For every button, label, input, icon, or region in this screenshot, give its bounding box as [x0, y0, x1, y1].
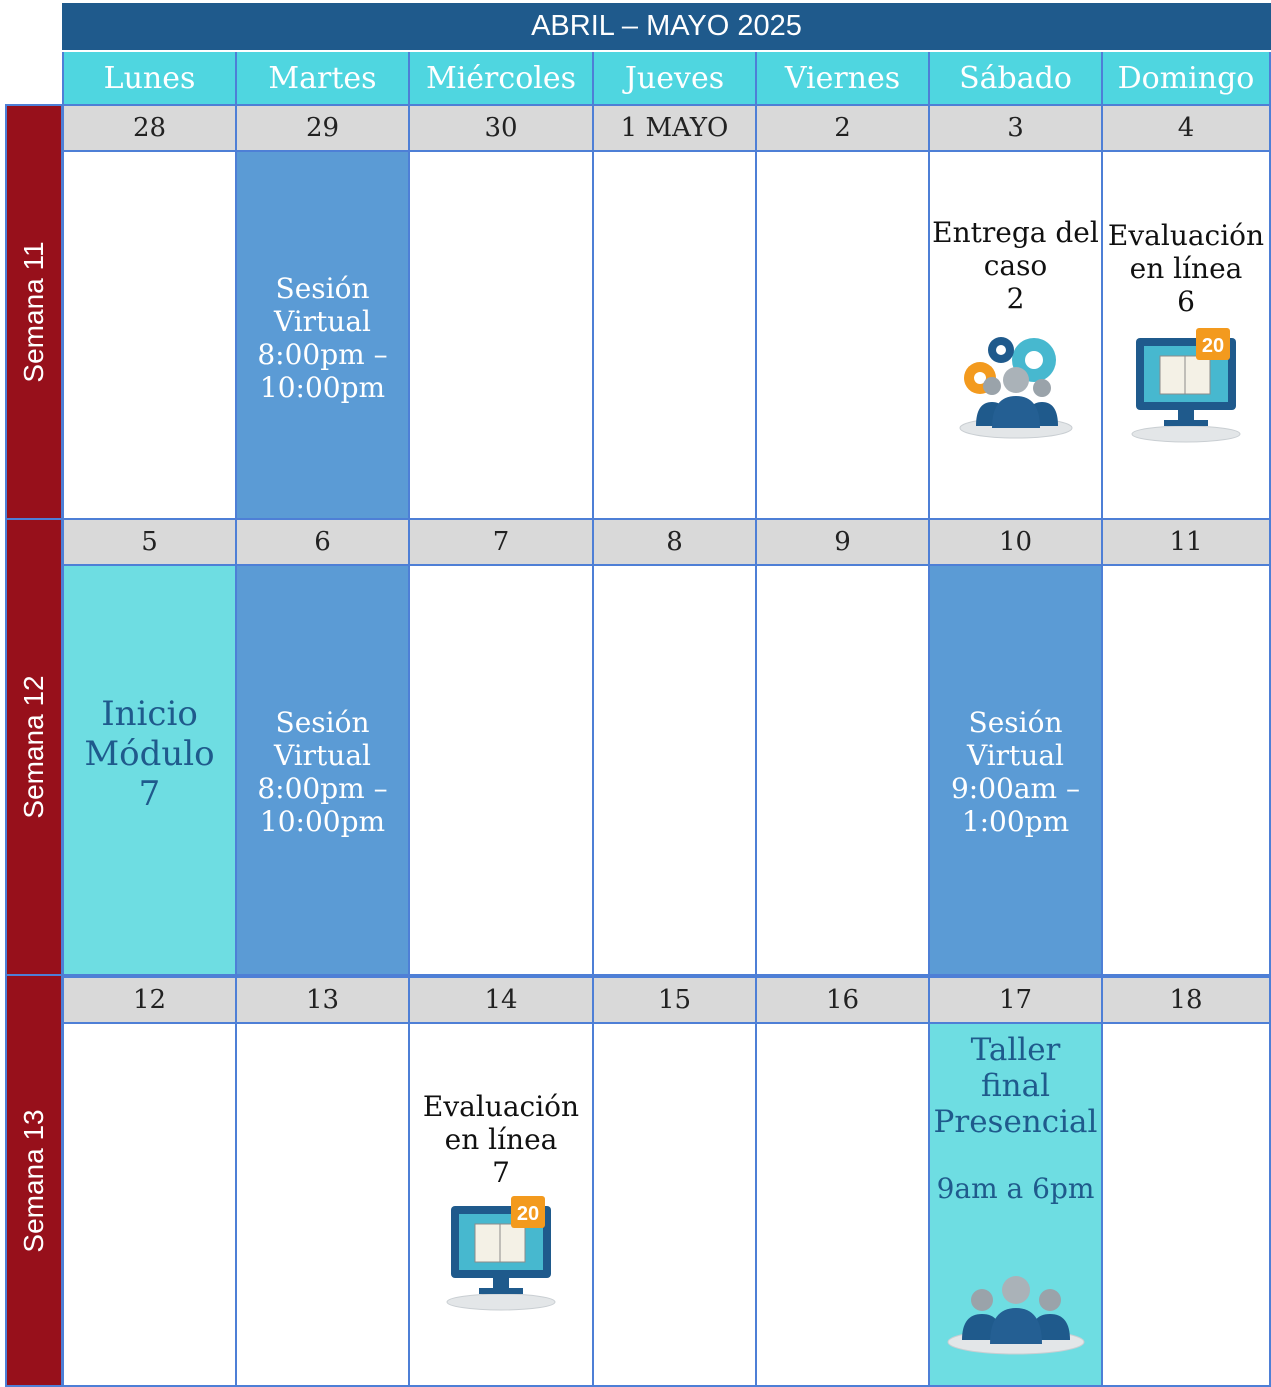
day-cell-virtual-session[interactable]: [235, 564, 410, 976]
event-line: 7: [138, 774, 161, 814]
day-cell-virtual-session[interactable]: [235, 150, 410, 520]
day-cell[interactable]: [235, 1022, 410, 1387]
event-line: final: [980, 1068, 1051, 1104]
event-line: Inicio: [101, 694, 198, 734]
event-line: Módulo: [84, 734, 215, 774]
day-header-jueves: Jueves: [592, 52, 757, 104]
event-line: Evaluación: [1107, 219, 1265, 252]
day-cell[interactable]: [592, 1022, 757, 1387]
event-line: Presencial: [933, 1104, 1098, 1140]
week-label-12-text: Semana 12: [18, 675, 49, 819]
date-cell: 18: [1101, 976, 1271, 1024]
day-cell-virtual-session[interactable]: [928, 564, 1103, 976]
event-line: 9:00am –: [950, 772, 1081, 805]
week-label-13: [5, 974, 63, 1387]
day-header-miercoles: Miércoles: [408, 52, 594, 104]
day-cell-final-workshop[interactable]: [928, 1022, 1103, 1387]
calendar-title: ABRIL – MAYO 2025: [62, 3, 1271, 50]
event-line: 2: [1006, 282, 1025, 315]
date-cell: 15: [592, 976, 757, 1024]
event-line: Virtual: [273, 305, 371, 338]
event-line: Sesión: [275, 272, 370, 305]
week-label-12: [5, 518, 63, 976]
date-cell: 29: [235, 104, 410, 152]
event-time: 9am a 6pm: [936, 1172, 1095, 1205]
date-cell: 28: [62, 104, 237, 152]
event-line: caso: [983, 249, 1048, 282]
date-cell: 17: [928, 976, 1103, 1024]
event-line: Virtual: [273, 739, 371, 772]
event-line: en línea: [1129, 252, 1243, 285]
date-cell: 4: [1101, 104, 1271, 152]
day-header-domingo: Domingo: [1101, 52, 1271, 104]
date-cell: 7: [408, 518, 594, 566]
team-people-icon: [946, 1272, 1086, 1356]
day-cell[interactable]: [755, 564, 930, 976]
team-gears-icon: [956, 330, 1076, 442]
day-header-martes: Martes: [235, 52, 410, 104]
event-line: Sesión: [275, 706, 370, 739]
date-cell: 16: [755, 976, 930, 1024]
date-cell: 30: [408, 104, 594, 152]
week-label-11: [5, 104, 63, 520]
event-line: 10:00pm: [259, 371, 386, 404]
day-cell-online-evaluation[interactable]: [1101, 150, 1271, 520]
event-line: 1:00pm: [961, 805, 1070, 838]
badge-text: 20: [1201, 335, 1225, 357]
day-cell-module-start[interactable]: [62, 564, 237, 976]
day-cell-online-evaluation[interactable]: [408, 1022, 594, 1387]
date-cell: 5: [62, 518, 237, 566]
date-cell: 8: [592, 518, 757, 566]
computer-exam-icon: [1130, 328, 1242, 444]
day-header-sabado: Sábado: [928, 52, 1103, 104]
day-header-viernes: Viernes: [755, 52, 930, 104]
date-cell: 3: [928, 104, 1103, 152]
day-cell[interactable]: [592, 150, 757, 520]
day-cell[interactable]: [592, 564, 757, 976]
day-header-lunes: Lunes: [62, 52, 237, 104]
event-line: 10:00pm: [259, 805, 386, 838]
date-cell: 6: [235, 518, 410, 566]
event-line: Entrega del: [932, 216, 1099, 249]
day-cell[interactable]: [755, 150, 930, 520]
event-line: en línea: [444, 1123, 558, 1156]
date-cell: 11: [1101, 518, 1271, 566]
date-cell: 14: [408, 976, 594, 1024]
date-cell: 10: [928, 518, 1103, 566]
event-line: Virtual: [966, 739, 1064, 772]
date-cell: 1 MAYO: [592, 104, 757, 152]
date-cell: 12: [62, 976, 237, 1024]
date-cell: 9: [755, 518, 930, 566]
event-line: Sesión: [968, 706, 1063, 739]
computer-exam-icon: [445, 1196, 557, 1312]
week-label-11-text: Semana 11: [18, 241, 49, 383]
day-cell[interactable]: [1101, 1022, 1271, 1387]
day-cell[interactable]: [1101, 564, 1271, 976]
event-line: 6: [1177, 285, 1195, 318]
date-cell: 13: [235, 976, 410, 1024]
date-cell: 2: [755, 104, 930, 152]
day-cell[interactable]: [408, 564, 594, 976]
week-label-13-text: Semana 13: [18, 1108, 49, 1253]
event-line: 8:00pm –: [257, 772, 388, 805]
event-line: 7: [492, 1156, 510, 1189]
event-line: Taller: [970, 1032, 1061, 1068]
day-cell[interactable]: [408, 150, 594, 520]
badge-text: 20: [516, 1203, 540, 1225]
day-cell-case-delivery[interactable]: [928, 150, 1103, 520]
day-cell[interactable]: [62, 150, 237, 520]
day-cell[interactable]: [755, 1022, 930, 1387]
day-cell[interactable]: [62, 1022, 237, 1387]
event-line: 8:00pm –: [257, 338, 388, 371]
event-line: Evaluación: [422, 1090, 580, 1123]
